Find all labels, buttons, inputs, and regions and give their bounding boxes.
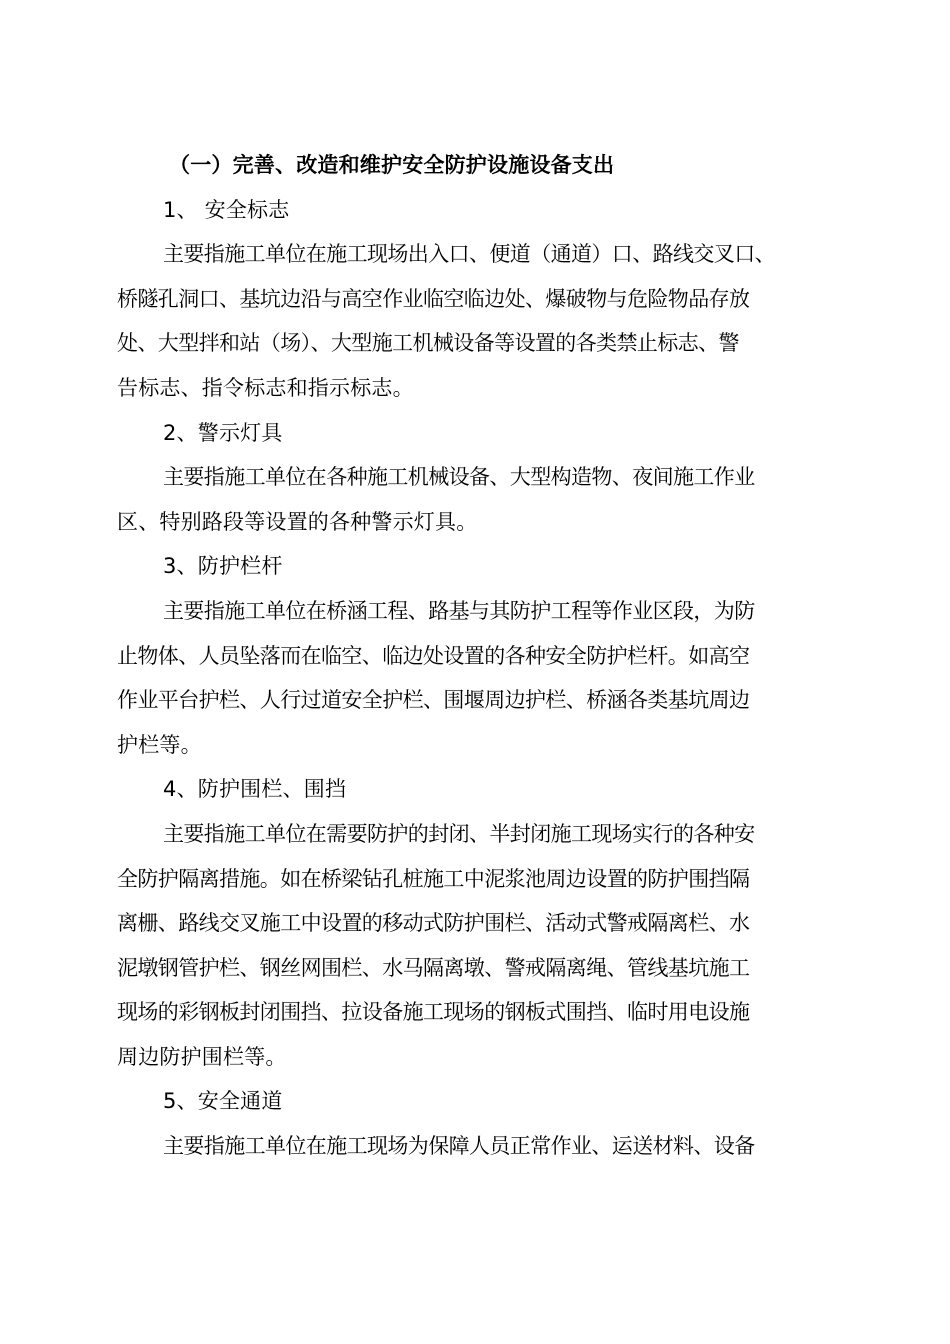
paragraph-line: 处、大型拌和站（场）、大型施工机械设备等设置的各类禁止标志、警 xyxy=(117,331,739,356)
paragraph-line: 告标志、指令标志和指示标志。 xyxy=(117,375,414,400)
item-title-3: 3、防护栏杆 xyxy=(163,554,283,579)
paragraph-line: 主要指施工单位在各种施工机械设备、大型构造物、夜间施工作业 xyxy=(163,465,755,490)
paragraph-line: 离栅、路线交叉施工中设置的移动式防护围栏、活动式警戒隔离栏、水 xyxy=(117,911,750,936)
paragraph-line: 桥隧孔洞口、基坑边沿与高空作业临空临边处、爆破物与危险物品存放 xyxy=(117,286,750,311)
paragraph-line: 护栏等。 xyxy=(117,732,202,757)
paragraph-line: 全防护隔离措施。如在桥梁钻孔桩施工中泥浆池周边设置的防护围挡隔 xyxy=(117,866,750,891)
item-title-1: 1、 安全标志 xyxy=(163,197,290,222)
item-title-5: 5、安全通道 xyxy=(163,1089,283,1114)
section-heading: （一）完善、改造和维护安全防护设施设备支出 xyxy=(169,153,615,177)
paragraph-line: 周边防护围栏等。 xyxy=(117,1044,287,1069)
paragraph-line: 止物体、人员坠落而在临空、临边处设置的各种安全防护栏杆。如高空 xyxy=(117,643,750,668)
paragraph-line: 主要指施工单位在施工现场出入口、便道（通道）口、路线交叉口、 xyxy=(163,242,775,267)
paragraph-line: 主要指施工单位在需要防护的封闭、半封闭施工现场实行的各种安 xyxy=(163,821,755,846)
paragraph-line: 作业平台护栏、人行过道安全护栏、围堰周边护栏、桥涵各类基坑周边 xyxy=(117,688,750,713)
paragraph-line: 区、特别路段等设置的各种警示灯具。 xyxy=(117,509,478,534)
document-body xyxy=(117,143,827,1169)
item-title-2: 2、警示灯具 xyxy=(163,420,283,445)
paragraph-line: 现场的彩钢板封闭围挡、拉设备施工现场的钢板式围挡、临时用电设施 xyxy=(117,1000,750,1025)
paragraph-line: 泥墩钢管护栏、钢丝网围栏、水马隔离墩、警戒隔离绳、管线基坑施工 xyxy=(117,955,750,980)
paragraph-line: 主要指施工单位在桥涵工程、路基与其防护工程等作业区段，为防 xyxy=(163,598,755,623)
paragraph-line: 主要指施工单位在施工现场为保障人员正常作业、运送材料、设备 xyxy=(163,1134,755,1159)
item-title-4: 4、防护围栏、围挡 xyxy=(163,777,347,802)
